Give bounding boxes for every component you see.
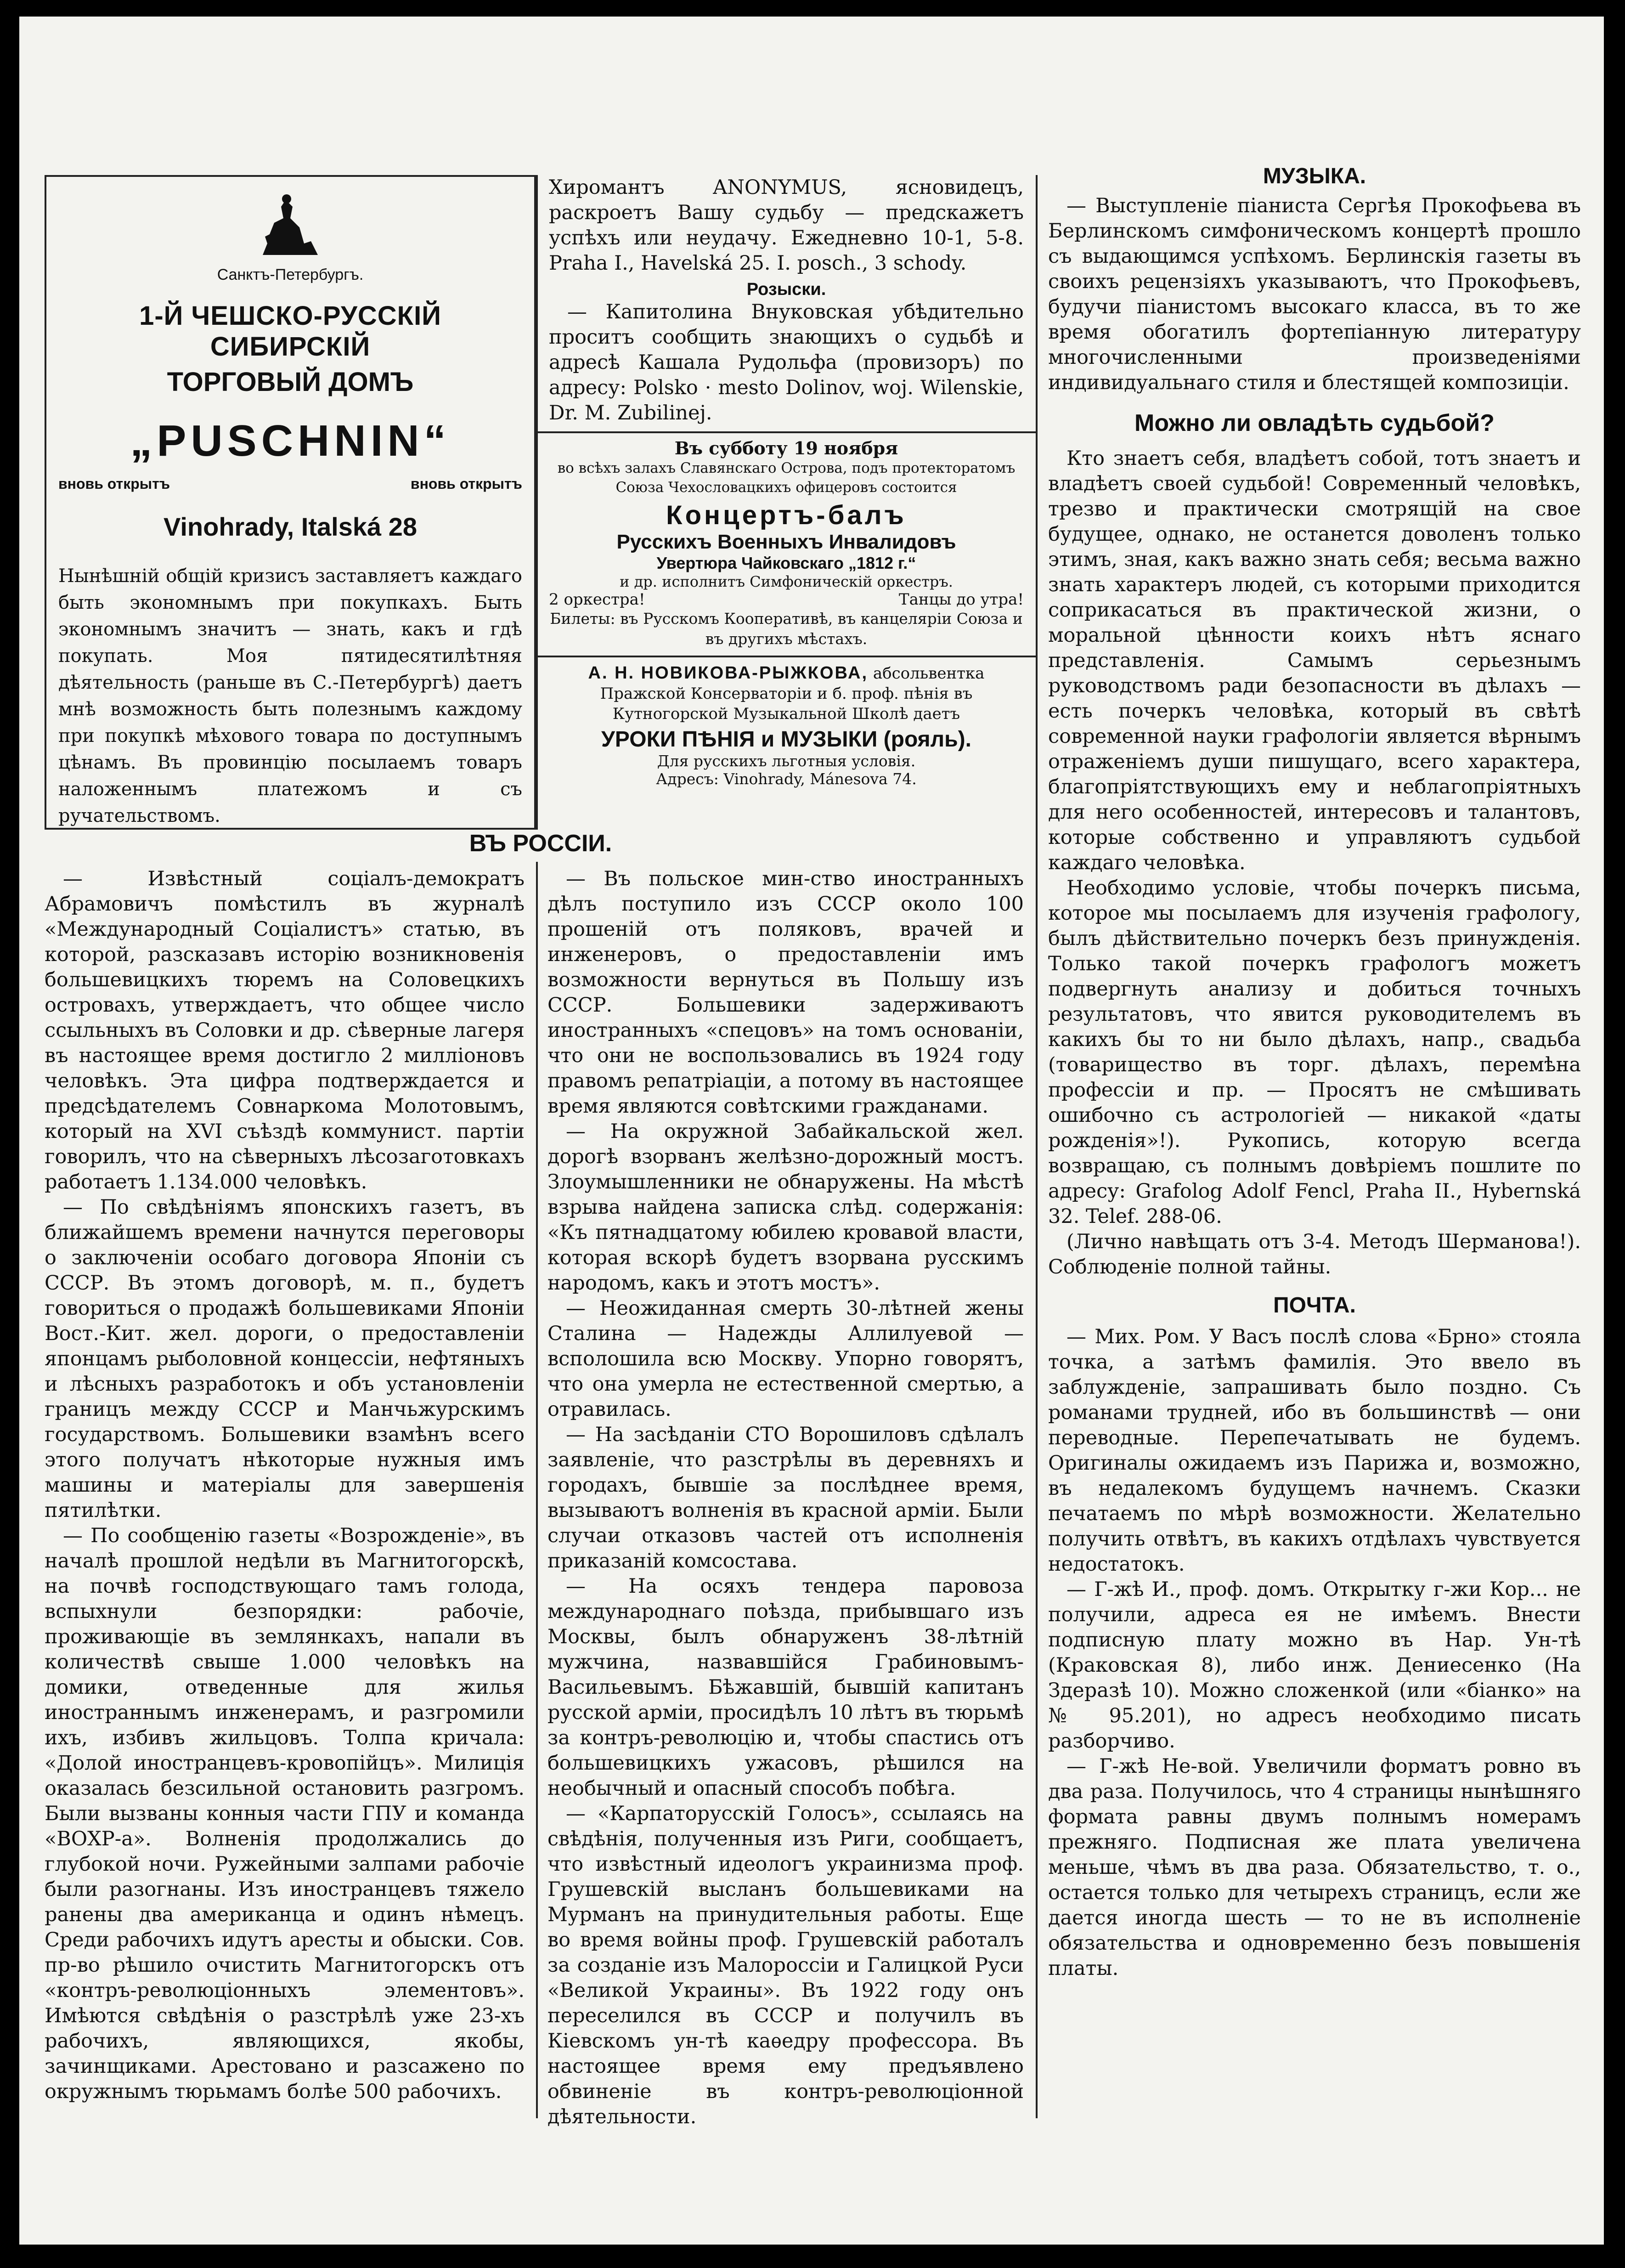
lessons-teacher: А. Н. НОВИКОВА-РЫЖКОВА, <box>588 663 869 683</box>
ad-address: Vinohrady, Italská 28 <box>164 512 417 541</box>
russia-column-1 <box>45 866 534 2104</box>
concert-overture: Увертюра Чайковскаго „1812 г.“ <box>656 554 916 572</box>
fate-title: Можно ли овладѣть судьбой? <box>1134 410 1495 436</box>
concert-performers: и др. исполнитъ Симфоническій оркестръ. <box>620 573 953 590</box>
russia-column-2 <box>547 866 1032 2130</box>
brand-name: „PUSCHNIN“ <box>130 416 451 465</box>
music-title: МУЗЫКА. <box>1263 164 1366 188</box>
lessons-address: Адресъ: Vinohrady, Mánesova 74. <box>656 770 917 788</box>
chiromant-ad: Хиромантъ ANONYMUS, ясновидецъ, раскроетъ Вашу судьбу — предскажетъ успѣхъ или неудачу. Ежедневно 10-1, 5-8. Praha I., Havelská 25. I. posch., 3 schody. <box>549 176 1024 275</box>
russia-item-7: — На засѣданіи СТО Ворошиловъ сдѣлалъ заявленіе, что разстрѣлы въ деревняхъ и городахъ, бывшіе за послѣднее время, вызываютъ волненія въ красной арміи. Были случаи отказовъ частей отъ исполненія приказаній комсостава. <box>547 1423 1024 1572</box>
reopened-left: вновь открытъ <box>58 475 170 492</box>
russia-item-8: — На осяхъ тендера паровоза международнаго поѣзда, прибывшаго изъ Москвы, былъ обнаруженъ 38-лѣтній мужчина, назвавшійся Грабиновымъ-Васильевымъ. Бѣжавшій, бывшій капитанъ русской арміи, просидѣлъ 10 лѣтъ въ тюрьмѣ за контръ-революцію и, чтобы спастись отъ большевицкихъ ужасовъ, рѣшился на необычный и опасный способъ побѣга. <box>547 1575 1024 1800</box>
fate-p1: Кто знаетъ себя, владѣетъ собой, тотъ знаетъ и владѣетъ своей судьбой! Современный человѣкъ, трезво и практически смотрящій на свое будущее, однако, не останется доволенъ только этимъ, зная, какъ важно знать себя; весьма важно знать характеръ людей, съ которыми приходится соприкасаться въ практической жизни, о моральной цѣнности коихъ нѣтъ яснаго представленія. Самымъ серьезнымъ руководствомъ ради безопасности въ дѣлахъ — есть почеркъ человѣка, который въ свѣтѣ современной науки графологіи является вѣрнымъ отраженіемъ души пишущаго, всего характера, благопріятствующихъ ему и неблагопріятныхъ для него особенностей, интересовъ и талантовъ, которые собственно и управляютъ судьбой каждаго человѣка. <box>1048 447 1581 874</box>
post-p3: — Г-жѣ Не-вой. Увеличили форматъ ровно въ два раза. Получилось, что 4 страницы нынѣшняго формата равны двумъ полнымъ номерамъ прежняго. Подписная же плата увеличена меньше, чѣмъ въ два раза. Обязательство, т. о., остается только для четырехъ страницъ, если же дается иногда шесть — то не въ исполненіе обязательства и одновременно безъ повышенія платы. <box>1048 1755 1581 1980</box>
ad-heading-1: 1-Й ЧЕШСКО-РУССКІЙ СИБИРСКІЙ <box>139 301 441 362</box>
post-p2: — Г-жѣ И., проф. домъ. Открытку г-жи Кор... не получили, адреса ея не имѣемъ. Внести подписную плату можно въ Нар. Ун-тѣ (Краковская 8), либо инж. Дениесенко (На Здеразѣ 10). Можно сложенкой (или «біанко» на № 95.201), но адресъ необходимо писать разборчиво. <box>1048 1578 1581 1753</box>
concert-title: Концертъ-балъ <box>666 500 907 530</box>
right-column <box>1048 164 1581 1981</box>
fate-p2: Необходимо условіе, чтобы почеркъ письма, которое мы посылаемъ для изученія графологу, былъ дѣйствительно почеркъ безъ принужденія. Только такой почеркъ графологъ можетъ подвергнуть анализу и добиться точныхъ результатовъ, что явится руководителемъ въ какихъ бы то ни было дѣлахъ, напр., свадьба (товарищество въ торг. дѣлахъ, перемѣна профессіи и пр. — Просятъ не смѣшивать ошибочно съ астрологіей — никакой «даты рожденія»!). Рукопись, которую всегда возвращаю, съ полнымъ довѣріемъ пошлите по адресу: Grafolog Adolf Fencl, Praha II., Hybernská 32. Telef. 288-06. <box>1048 877 1581 1228</box>
concert-dance: Танцы до утра! <box>898 590 1024 609</box>
russia-item-4: — Въ польское мин-ство иностранныхъ дѣлъ поступило изъ СССР около 100 прошеній отъ поляковъ, врачей и инженеровъ, о предоставленіи имъ возможности вернуться въ Польшу изъ СССР. Большевики задерживаютъ иностранныхъ «спецовъ» на томъ основаніи, что они не воспользовались въ 1924 году правомъ репатріаціи, а потому въ настоящее время являются совѣтскими гражданами. <box>547 867 1024 1118</box>
lessons-title: УРОКИ ПѢНІЯ и МУЗЫКИ (рояль). <box>601 727 971 752</box>
russia-item-6: — Неожиданная смерть 30-лѣтней жены Сталина — Надежды Аллилуевой — всполошила всю Москву. Упорно говорятъ, что она умерла не естественной смертью, а отравилась. <box>547 1297 1024 1421</box>
newspaper-page <box>19 17 1604 2245</box>
russia-item-3: — По сообщенію газеты «Возрожденіе», въ началѣ прошлой недѣли въ Магнитогорскѣ, на почвѣ господствующаго тамъ голода, вспыхнули безпорядки: рабочіе, проживающіе въ землянкахъ, напали въ количествѣ свыше 1.000 человѣкъ на домики, отведенные для жилья иностраннымъ инженерамъ, и разгромили ихъ, избивъ жильцовъ. Толпа кричала: «Долой иностранцевъ-кровопійцъ». Милиція оказалась безсильной остановить разгромъ. Были вызваны конныя части ГПУ и команда «ВОХР-а». Волненія продолжались до глубокой ночи. Ружейными залпами рабочіе были разогнаны. Изъ иностранцевъ тяжело ранены два американца и одинъ нѣмецъ. Среди рабочихъ идутъ аресты и обыски. Сов. пр-во рѣшило очистить Магнитогорскъ отъ «контръ-революціонныхъ элементовъ». Имѣются свѣдѣнія о разстрѣлѣ уже 23-хъ рабочихъ, являющихся, якобы, зачинщиками. Арестовано и разсажено по окружнымъ тюрьмамъ болѣе 500 рабочихъ. <box>45 1524 525 2103</box>
russia-item-9: — «Карпаторусскій Голосъ», ссылаясь на свѣдѣнія, полученныя изъ Риги, сообщаетъ, что извѣстный идеологъ украинизма проф. Грушевскій высланъ большевиками на Мурманъ на принудительныя работы. Еще во время войны проф. Грушевскій работалъ за созданіе изъ Малороссіи и Галицкой Руси «Великой Украины». Въ 1922 году онъ переселился въ СССР и получилъ въ Кіевскомъ ун-тѣ каѳедру профессора. Въ настоящее время ему предъявлено обвиненіе въ контръ-революціонной дѣятельности. <box>547 1802 1024 2128</box>
concert-intro: во всѣхъ залахъ Славянскаго Острова, подъ протекторатомъ Союза Чехословацкихъ офицеровъ состоится <box>557 460 1016 496</box>
russia-title: ВЪ РОССІИ. <box>469 830 612 857</box>
russia-item-2: — По свѣдѣніямъ японскихъ газетъ, въ ближайшемъ времени начнутся переговоры о заключеніи особаго договора Японіи съ СССР. Въ этомъ договорѣ, м. п., будетъ говориться о продажѣ большевиками Японіи Вост.-Кит. жел. дороги, о предоставленіи японцамъ рыболовной концессіи, нефтяныхъ и лѣсныхъ разработокъ и объ установленіи границъ между СССР и Манчьжурскимъ государствомъ. Большевики взамѣнъ всего этого получатъ нѣкоторые нужныя имъ машины и матеріалы для завершенія пятилѣтки. <box>45 1196 525 1522</box>
ad-heading-2: ТОРГОВЫЙ ДОМЪ <box>167 367 414 397</box>
lessons-note: Для русскихъ льготныя условія. <box>657 752 916 770</box>
concert-date: Въ субботу 19 ноября <box>674 438 898 458</box>
search-title: Розыски. <box>746 280 826 299</box>
music-text: — Выступленіе піаниста Сергѣя Прокофьева въ Берлинскомъ симфоническомъ концертѣ прошло съ выдающимся успѣхомъ. Берлинскія газеты въ своихъ рецензіяхъ указываютъ, что Прокофьевъ, будучи піанистомъ высокаго класса, въ то же время обогатилъ фортепіанную литературу многочисленными произведеніями индивидуальнаго стиля и блестящей композиціи. <box>1048 194 1581 394</box>
concert-tickets: Билеты: въ Русскомъ Кооперативѣ, въ канцеляріи Союза и въ другихъ мѣстахъ. <box>550 610 1023 648</box>
concert-subtitle: Русскихъ Военныхъ Инвалидовъ <box>616 531 956 553</box>
city-label: Санктъ-Петербургъ. <box>217 266 364 283</box>
post-title: ПОЧТА. <box>1273 1293 1356 1318</box>
puschnin-advertisement <box>45 175 536 830</box>
lessons-credentials: абсольвентка Пражской Консерваторіи и б. проф. пѣнія въ Кутногорской Музыкальной Школѣ даетъ <box>600 664 985 723</box>
ad-body: Нынѣшній общій кризисъ заставляетъ каждаго быть экономнымъ при покупкахъ. Быть экономнымъ значитъ — знать, какъ и гдѣ покупать. Моя пятидесятилѣтняя дѣятельность (раньше въ С.-Петербургѣ) даетъ мнѣ возможность быть полезнымъ каждому при покупкѣ мѣхового товара по доступнымъ цѣнамъ. Въ провинцію посылаемъ товаръ наложеннымъ платежомъ и съ ручательствомъ. <box>58 566 522 826</box>
concert-orchestras: 2 оркестра! <box>549 590 645 609</box>
russia-item-1: — Извѣстный соціалъ-демократъ Абрамовичъ помѣстилъ въ журналѣ «Международный Соціалистъ» статью, въ которой, разсказавъ исторію возникновенія большевицкихъ тюремъ на Соловецкихъ островахъ, утверждаетъ, что общее число ссыльныхъ въ Соловки и др. сѣверные лагеря въ настоящее время достигло 2 милліоновъ человѣкъ. Эта цифра подтверждается и предсѣдателемъ Совнаркома Молотовымъ, который на XVI съѣздѣ коммунист. партіи говорилъ, что на сѣверныхъ лѣсозаготовкахъ работаетъ 1.134.000 человѣкъ. <box>45 867 525 1193</box>
post-p1: — Мих. Ром. У Васъ послѣ слова «Брно» стояла точка, а затѣмъ фамилія. Это ввело въ заблужденіе, запрашивать было поздно. Съ романами трудней, ибо въ большинствѣ — они переводные. Перепечатывать не будемъ. Оригиналы ожидаемъ изъ Парижа и, возможно, въ недалекомъ будущемъ начнемъ. Сказки печатаемъ по мѣрѣ возможности. Желательно получить отвѣтъ, въ какихъ отдѣлахъ чувствуется недостатокъ. <box>1048 1325 1581 1576</box>
russia-item-5: — На окружной Забайкальской жел. дорогѣ взорванъ желѣзно-дорожный мостъ. Злоумышленники не обнаружены. На мѣстѣ взрыва найдена записка слѣд. содержанія: «Къ пятнадцатому юбилею кровавой власти, которая вскорѣ будетъ взорвана русскимъ народомъ, какъ и этотъ мостъ». <box>547 1120 1024 1295</box>
search-notice: — Капитолина Внуковская убѣдительно проситъ сообщить знающихъ о судьбѣ и адресѣ Кашала Рудольфа (провизоръ) по адресу: Polsko · mesto Dolinov, woj. Wilenskie, Dr. M. Zubilinej. <box>549 300 1024 424</box>
middle-top-column <box>536 175 1037 788</box>
reopened-right: вновь открытъ <box>410 475 522 492</box>
fate-p3: (Лично навѣщать отъ 3-4. Методъ Шерманова!). Соблюденіе полной тайны. <box>1048 1230 1581 1278</box>
rider-on-horse-logo <box>58 191 522 260</box>
